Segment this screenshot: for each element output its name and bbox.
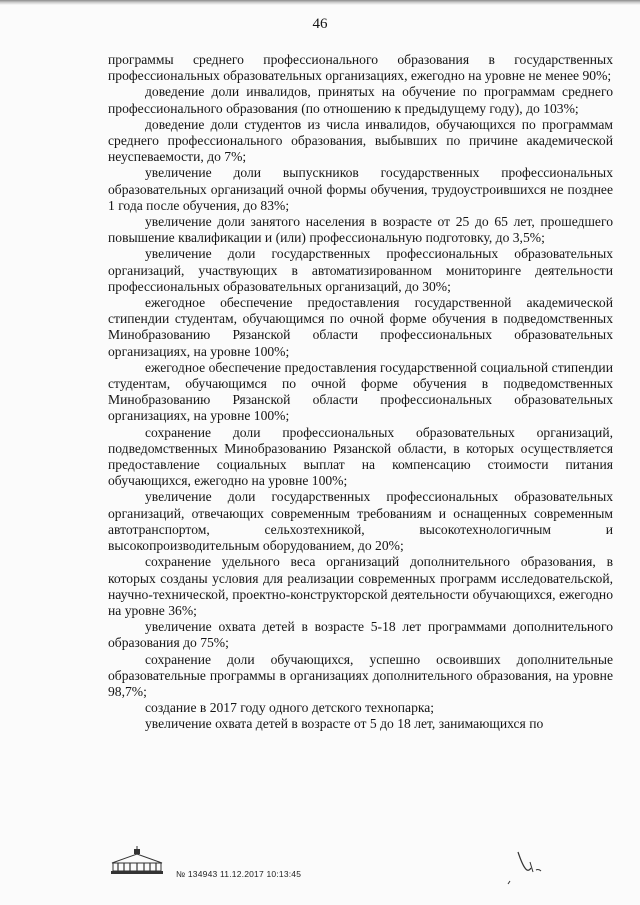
paragraph: увеличение доли занятого населения в возрасте от 25 до 65 лет, прошедшего повышение квалификации и (или) профессиональную подготовку, до 3,5%; [108,214,613,246]
paragraph: увеличение доли государственных профессиональных образовательных организаций, отвечающих современным требованиям и оснащенных современным автотранспортом, сельхозтехникой, высокотехнологичным и высокопроизводительным оборудованием, до 20%; [108,489,613,554]
paragraph: сохранение доли профессиональных образовательных организаций, подведомственных Минобразованию Рязанской области, в которых осуществляется предоставление социальных выплат на компенсацию стоимости питания обучающихся, ежегодно на уровне 100%; [108,424,613,489]
paragraph: ежегодное обеспечение предоставления государственной социальной стипендии студентам, обучающимся по очной форме обучения в подведомственных Минобразованию Рязанской области профессиональных образовательных организациях, на уровне 100%; [108,359,613,424]
paragraph: создание в 2017 году одного детского технопарка; [145,700,435,716]
paragraph: ежегодное обеспечение предоставления государственной академической стипендии студентам, обучающимся по очной форме обучения в подведомственных Минобразованию Рязанской области профессиональных образовательных организациях, на уровне 100%; [108,295,613,359]
paragraph: сохранение доли обучающихся, успешно освоивших дополнительные образовательные программы в организациях дополнительного образования, на уровне 98,7%; [108,651,613,699]
scan-edge [0,0,640,5]
paragraph: увеличение доли государственных профессиональных образовательных организаций, участвующих в автоматизированном мониторинге деятельности профессиональных образовательных организаций, до 30%; [108,246,613,294]
paragraph: доведение доли студентов из числа инвалидов, обучающихся по программам среднего профессионального образования, выбывших по причине академической неуспеваемости, до 7%; [108,116,613,165]
document-registration-stamp: № 134943 11.12.2017 10:13:45 [176,869,302,879]
page-number: 46 [312,16,328,32]
handwritten-signature-icon [500,844,550,889]
paragraph: сохранение удельного веса организаций дополнительного образования, в которых созданы условия для реализации современных программ исследовательской, научно-технической, проектно-конструкторской деятельности обучающихся, ежегодно на уровне 36%; [108,554,613,618]
document-body [108,52,613,733]
paragraph: увеличение охвата детей в возрасте 5-18 лет программами дополнительного образования до 75%; [108,619,613,651]
building-seal-icon [109,846,165,876]
paragraph: программы среднего профессионального образования в государственных профессиональных образовательных организациях, ежегодно на уровне не менее 90%; [108,52,613,84]
paragraph: увеличение охвата детей в возрасте от 5 до 18 лет, занимающихся по [145,716,544,732]
paragraph: увеличение доли выпускников государственных профессиональных образовательных организаций очной формы обучения, трудоустроившихся не позднее 1 года после обучения, до 83%; [108,165,613,213]
paragraph: доведение доли инвалидов, принятых на обучение по программам среднего профессионального образования (по отношению к предыдущему году), до 103%; [108,84,613,116]
